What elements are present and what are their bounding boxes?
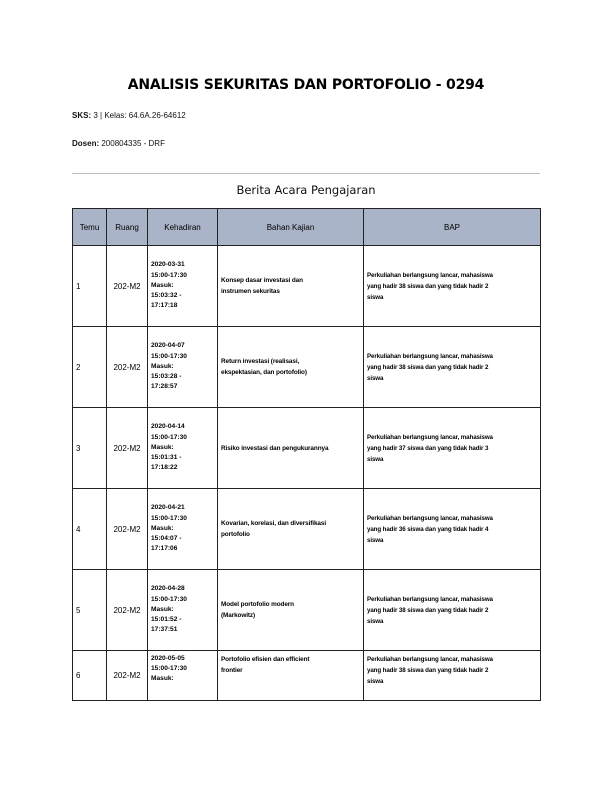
cell-kehadiran-text: 2020-04-07 xyxy=(151,342,185,350)
table-row xyxy=(73,246,541,327)
cell-bahan-kajian xyxy=(218,327,364,408)
cell-kehadiran-text: 17:28:57 xyxy=(151,383,178,391)
cell-temu-text: 1 xyxy=(76,281,81,291)
cell-temu xyxy=(73,327,107,408)
cell-kehadiran-text: 15:00-17:30 xyxy=(151,514,187,522)
cell-bahan-kajian-text: portofolio xyxy=(221,531,250,538)
header-bap: BAP xyxy=(364,209,541,246)
cell-bap-text: siswa xyxy=(367,617,384,625)
cell-bap-text: siswa xyxy=(367,678,384,685)
cell-bahan-kajian-text: Kovarian, korelasi, dan diversifikasi xyxy=(221,520,326,527)
cell-bap-text: yang hadir 38 siswa dan yang tidak hadir 2 xyxy=(367,667,489,674)
cell-ruang xyxy=(107,489,148,570)
cell-kehadiran-text: Masuk: xyxy=(151,281,174,289)
cell-kehadiran-text: 17:17:18 xyxy=(151,302,178,310)
cell-bap-text: yang hadir 37 siswa dan yang tidak hadir 3 xyxy=(367,444,489,452)
cell-bap xyxy=(364,570,541,651)
dosen-label: Dosen: xyxy=(72,139,100,148)
cell-kehadiran-text: 15:04:07 - xyxy=(151,535,182,543)
cell-bap-text: yang hadir 38 siswa dan yang tidak hadir 2 xyxy=(367,282,489,290)
cell-bap xyxy=(364,489,541,570)
dosen-value: 200804335 - DRF xyxy=(101,139,165,148)
cell-temu-text: 6 xyxy=(76,671,81,680)
cell-bahan-kajian xyxy=(218,570,364,651)
cell-kehadiran xyxy=(148,651,218,701)
cell-ruang-text: 202-M2 xyxy=(113,524,141,534)
cell-bahan-kajian xyxy=(218,651,364,701)
cell-bahan-kajian-text: Return investasi (realisasi, xyxy=(221,358,300,365)
cell-bahan-kajian xyxy=(218,489,364,570)
cell-ruang xyxy=(107,570,148,651)
cell-bahan-kajian-text: instrumen sekuritas xyxy=(221,288,280,295)
cell-kehadiran-text: Masuk: xyxy=(151,443,174,451)
cell-kehadiran xyxy=(148,489,218,570)
cell-bap-text: siswa xyxy=(367,293,384,301)
cell-kehadiran-text: 17:37:51 xyxy=(151,626,178,634)
cell-bap-text: siswa xyxy=(367,455,384,463)
cell-temu xyxy=(73,570,107,651)
table-row xyxy=(73,408,541,489)
course-lecturer xyxy=(72,139,165,148)
cell-kehadiran-text: 15:00-17:30 xyxy=(151,271,187,279)
cell-bahan-kajian-text: (Markowitz) xyxy=(221,612,256,619)
cell-bap-text: yang hadir 36 siswa dan yang tidak hadir 4 xyxy=(367,525,489,533)
cell-bap-text: siswa xyxy=(367,536,384,544)
table-row xyxy=(73,327,541,408)
teaching-record-table xyxy=(72,208,541,701)
cell-kehadiran-text: Masuk: xyxy=(151,675,174,683)
cell-bap xyxy=(364,651,541,701)
cell-temu xyxy=(73,651,107,701)
header-kehadiran: Kehadiran xyxy=(148,209,218,246)
header-ruang: Ruang xyxy=(107,209,148,246)
header-temu: Temu xyxy=(73,209,107,246)
cell-temu xyxy=(73,246,107,327)
cell-kehadiran-text: 17:17:06 xyxy=(151,545,178,553)
cell-kehadiran xyxy=(148,570,218,651)
cell-kehadiran-text: 15:00-17:30 xyxy=(151,665,187,673)
cell-temu xyxy=(73,489,107,570)
cell-bap-text: siswa xyxy=(367,374,384,382)
cell-bap xyxy=(364,246,541,327)
cell-temu xyxy=(73,408,107,489)
cell-ruang-text: 202-M2 xyxy=(113,605,141,615)
cell-kehadiran-text: 15:00-17:30 xyxy=(151,595,187,603)
cell-kehadiran-text: 2020-04-14 xyxy=(151,423,185,431)
cell-bap-text: Perkuliahan berlangsung lancar, mahasiswa xyxy=(367,514,493,522)
cell-kehadiran-text: 15:01:52 - xyxy=(151,616,182,624)
cell-bap-text: Perkuliahan berlangsung lancar, mahasiswa xyxy=(367,595,493,603)
cell-kehadiran xyxy=(148,408,218,489)
sks-label: SKS: xyxy=(72,111,92,120)
cell-kehadiran-text: Masuk: xyxy=(151,605,174,613)
cell-kehadiran-text: 15:01:31 - xyxy=(151,454,182,462)
cell-kehadiran-text: 2020-04-28 xyxy=(151,585,185,593)
table-body xyxy=(73,246,541,701)
cell-kehadiran-text: Masuk: xyxy=(151,524,174,532)
course-title: ANALISIS SEKURITAS DAN PORTOFOLIO - 0294 xyxy=(127,77,485,93)
cell-bap-text: yang hadir 38 siswa dan yang tidak hadir 2 xyxy=(367,363,489,371)
cell-kehadiran xyxy=(148,246,218,327)
cell-kehadiran-text: 2020-03-31 xyxy=(151,261,185,269)
cell-kehadiran-text: 15:03:28 - xyxy=(151,373,182,381)
cell-ruang xyxy=(107,327,148,408)
cell-bap-text: Perkuliahan berlangsung lancar, mahasiswa xyxy=(367,433,493,441)
cell-kehadiran xyxy=(148,327,218,408)
cell-ruang xyxy=(107,246,148,327)
cell-bahan-kajian-text: frontier xyxy=(221,667,243,674)
sks-class-value: 3 | Kelas: 64.6A.26-64612 xyxy=(93,111,186,120)
table-row xyxy=(73,651,541,701)
cell-bap xyxy=(364,327,541,408)
cell-bahan-kajian xyxy=(218,408,364,489)
cell-bap-text: Perkuliahan berlangsung lancar, mahasiswa xyxy=(367,656,493,663)
cell-ruang-text: 202-M2 xyxy=(113,443,141,453)
cell-ruang xyxy=(107,408,148,489)
cell-bahan-kajian-text: Risiko investasi dan pengukurannya xyxy=(221,444,329,452)
header-bahan-kajian: Bahan Kajian xyxy=(218,209,364,246)
section-title: Berita Acara Pengajaran xyxy=(236,183,376,197)
cell-kehadiran-text: Masuk: xyxy=(151,362,174,370)
course-sks-class xyxy=(72,111,186,120)
cell-temu-text: 5 xyxy=(76,605,81,615)
divider xyxy=(72,173,540,174)
cell-kehadiran-text: 2020-05-05 xyxy=(151,655,185,662)
cell-bahan-kajian-text: ekspektasian, dan portofolio) xyxy=(221,369,307,376)
cell-kehadiran-text: 15:03:32 - xyxy=(151,292,182,300)
cell-temu-text: 4 xyxy=(76,524,81,534)
cell-ruang-text: 202-M2 xyxy=(113,281,141,291)
cell-ruang-text: 202-M2 xyxy=(113,362,141,372)
cell-ruang-text: 202-M2 xyxy=(113,671,141,680)
cell-bap-text: Perkuliahan berlangsung lancar, mahasiswa xyxy=(367,271,493,279)
cell-ruang xyxy=(107,651,148,701)
cell-temu-text: 3 xyxy=(76,443,81,453)
table-row xyxy=(73,570,541,651)
cell-bahan-kajian xyxy=(218,246,364,327)
table-row xyxy=(73,489,541,570)
cell-bap-text: Perkuliahan berlangsung lancar, mahasiswa xyxy=(367,352,493,360)
cell-kehadiran-text: 15:00-17:30 xyxy=(151,433,187,441)
cell-bap-text: yang hadir 38 siswa dan yang tidak hadir 2 xyxy=(367,606,489,614)
cell-temu-text: 2 xyxy=(76,362,81,372)
cell-kehadiran-text: 15:00-17:30 xyxy=(151,352,187,360)
cell-bap xyxy=(364,408,541,489)
table-header-row xyxy=(73,209,541,246)
cell-bahan-kajian-text: Model portofolio modern xyxy=(221,601,294,608)
cell-kehadiran-text: 17:18:22 xyxy=(151,464,178,472)
cell-bahan-kajian-text: Portofolio efisien dan efficient xyxy=(221,656,310,663)
cell-kehadiran-text: 2020-04-21 xyxy=(151,504,185,512)
cell-bahan-kajian-text: Konsep dasar investasi dan xyxy=(221,277,303,284)
